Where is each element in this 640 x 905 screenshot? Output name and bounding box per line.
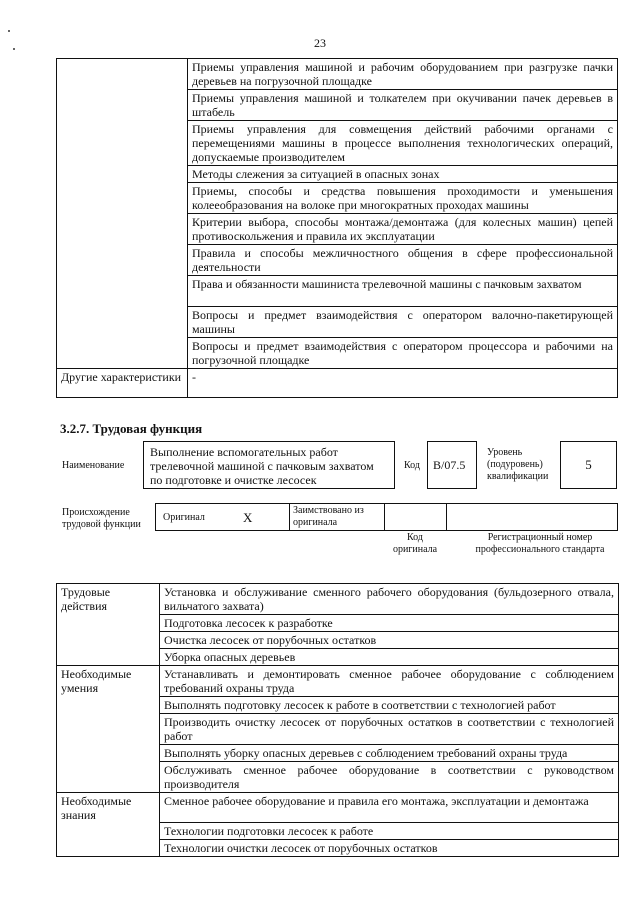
scan-mark-top-left [8,30,10,32]
origin-code-caption: Код оригинала [392,532,438,555]
knowledge-label-cell [57,59,188,369]
knowledge-row: Критерии выбора, способы монтажа/демонтажа (для колесных машин) цепей противоскольжения и правила их эксплуатации [188,214,618,245]
origin-row-box [155,503,618,531]
labor-function-table [56,583,619,857]
knowledge-row: Вопросы и предмет взаимодействия с оператором валочно-пакетирующей машины [188,307,618,338]
labor-action-item: Очистка лесосек от порубочных остатков [160,632,619,649]
knowledge-table [56,58,618,398]
other-characteristics-value: - [188,369,618,398]
origin-registration-caption: Регистрационный номер профессионального стандарта [475,532,605,555]
function-name-label: Наименование [62,460,125,471]
knowledge-row: Методы слежения за ситуацией в опасных зонах [188,166,618,183]
function-name-box [143,441,395,489]
knowledge-row: Приемы, способы и средства повышения проходимости и уменьшения колееобразования на волоке при многократных проходах машины [188,183,618,214]
section-title: 3.2.7. Трудовая функция [60,421,203,436]
knowledge-item: Технологии подготовки лесосек к работе [160,823,619,840]
page-number: 23 [314,36,326,50]
origin-label: Происхождение трудовой функции [62,507,141,530]
knowledge-row: Приемы управления машиной и рабочим оборудованием при разгрузке пачки деревьев на погрузочной площадке [188,59,618,90]
knowledge-row: Правила и способы межличностного общения в сфере профессиональной деятельности [188,245,618,276]
group-label-labor-actions: Трудовые действия [57,584,160,666]
knowledge-item: Технологии очистки лесосек от порубочных остатков [160,840,619,857]
knowledge-row: Приемы управления для совмещения действий рабочими органами с перемещениями машины в процессе выполнения технологических операций, допускаемые производителем [188,121,618,166]
function-code-box [427,441,477,489]
origin-original-mark: X [243,510,253,525]
qualification-level-label: Уровень (подуровень) квалификации [487,447,549,482]
knowledge-row: Приемы управления машиной и толкателем при окучивании пачек деревьев в штабель [188,90,618,121]
skill-item: Выполнять подготовку лесосек к работе в соответствии с технологией работ [160,697,619,714]
function-code-label: Код [404,460,420,471]
labor-action-item: Уборка опасных деревьев [160,649,619,666]
group-label-required-knowledge: Необходимые знания [57,793,160,857]
group-label-required-skills: Необходимые умения [57,666,160,793]
qualification-level-value: 5 [585,457,592,472]
skill-item: Обслуживать сменное рабочее оборудование в соответствии с руководством производителя [160,762,619,793]
knowledge-row: Права и обязанности машиниста трелевочной машины с пачковым захватом [188,276,618,307]
qualification-level-box [560,441,617,489]
skill-item: Устанавливать и демонтировать сменное рабочее оборудование с соблюдением требований охраны труда [160,666,619,697]
knowledge-row: Вопросы и предмет взаимодействия с оператором процессора и рабочими на погрузочной площадке [188,338,618,369]
labor-action-item: Подготовка лесосек к разработке [160,615,619,632]
function-code-value: B/07.5 [433,458,466,472]
origin-borrowed-label: Заимствовано из оригинала [293,505,364,528]
skill-item: Выполнять уборку опасных деревьев с соблюдением требований охраны труда [160,745,619,762]
function-name-value: Выполнение вспомогательных работ трелевочной машиной с пачковым захватом по подготовке и очистке лесосек [150,445,374,487]
origin-original-label: Оригинал [163,512,205,523]
knowledge-item: Сменное рабочее оборудование и правила его монтажа, эксплуатации и демонтажа [160,793,619,823]
other-characteristics-label: Другие характеристики [57,369,188,398]
labor-action-item: Установка и обслуживание сменного рабочего оборудования (бульдозерного отвала, вильчатого захвата) [160,584,619,615]
skill-item: Производить очистку лесосек от порубочных остатков в соответствии с технологией работ [160,714,619,745]
